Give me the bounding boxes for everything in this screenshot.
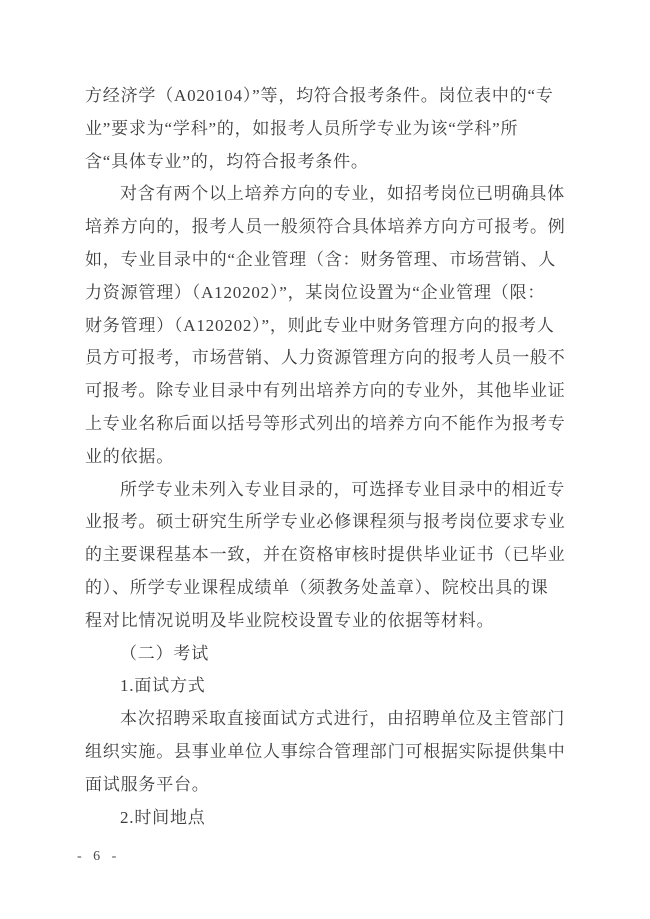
text-line: 组织实施。县事业单位人事综合管理部门可根据实际提供集中 bbox=[85, 741, 566, 761]
text-line: 方经济学（A020104）”等，均符合报考条件。岗位表中的“专 bbox=[85, 86, 554, 105]
text-line: 力资源管理）（A120202）”，某岗位设置为“企业管理（限： bbox=[85, 282, 546, 302]
text-line: （二）考试 bbox=[120, 643, 209, 663]
page-number: - 6 - bbox=[77, 849, 121, 864]
text-line: 本次招聘采取直接面试方式进行，由招聘单位及主管部门 bbox=[120, 709, 565, 729]
text-line: 业”要求为“学科”的，如报考人员所学专业为该“学科”所 bbox=[85, 118, 519, 138]
text-line: 1.面试方式 bbox=[120, 676, 206, 696]
text-line: 2.时间地点 bbox=[120, 807, 206, 827]
text-line: 对含有两个以上培养方向的专业，如招考岗位已明确具体 bbox=[120, 184, 565, 204]
text-line: 培养方向的，报考人员一般须符合具体培养方向方可报考。例 bbox=[85, 217, 566, 237]
text-line: 的）、所学专业课程成绩单（须教务处盖章）、院校出具的课 bbox=[85, 577, 549, 597]
text-line: 含“具体专业”的，均符合报考条件。 bbox=[85, 151, 369, 171]
text-line: 员方可报考，市场营销、人力资源管理方向的报考人员一般不 bbox=[85, 348, 566, 368]
text-line: 如，专业目录中的“企业管理（含：财务管理、市场营销、人 bbox=[85, 249, 557, 269]
text-line: 的主要课程基本一致，并在资格审核时提供毕业证书（已毕业 bbox=[85, 545, 566, 565]
document-body bbox=[85, 80, 585, 834]
text-line: 面试服务平台。 bbox=[85, 774, 210, 794]
text-line: 程对比情况说明及毕业院校设置专业的依据等材料。 bbox=[85, 610, 495, 630]
text-line: 所学专业未列入专业目录的，可选择专业目录中的相近专 bbox=[120, 479, 565, 499]
text-line: 业报考。硕士研究生所学专业必修课程须与报考岗位要求专业 bbox=[85, 512, 566, 532]
text-line: 业的依据。 bbox=[85, 446, 174, 466]
text-line: 上专业名称后面以括号等形式列出的培养方向不能作为报考专 bbox=[85, 413, 566, 433]
text-line: 可报考。除专业目录中有列出培养方向的专业外，其他毕业证 bbox=[85, 381, 566, 401]
text-line: 财务管理）（A120202）”，则此专业中财务管理方向的报考人 bbox=[85, 315, 555, 335]
